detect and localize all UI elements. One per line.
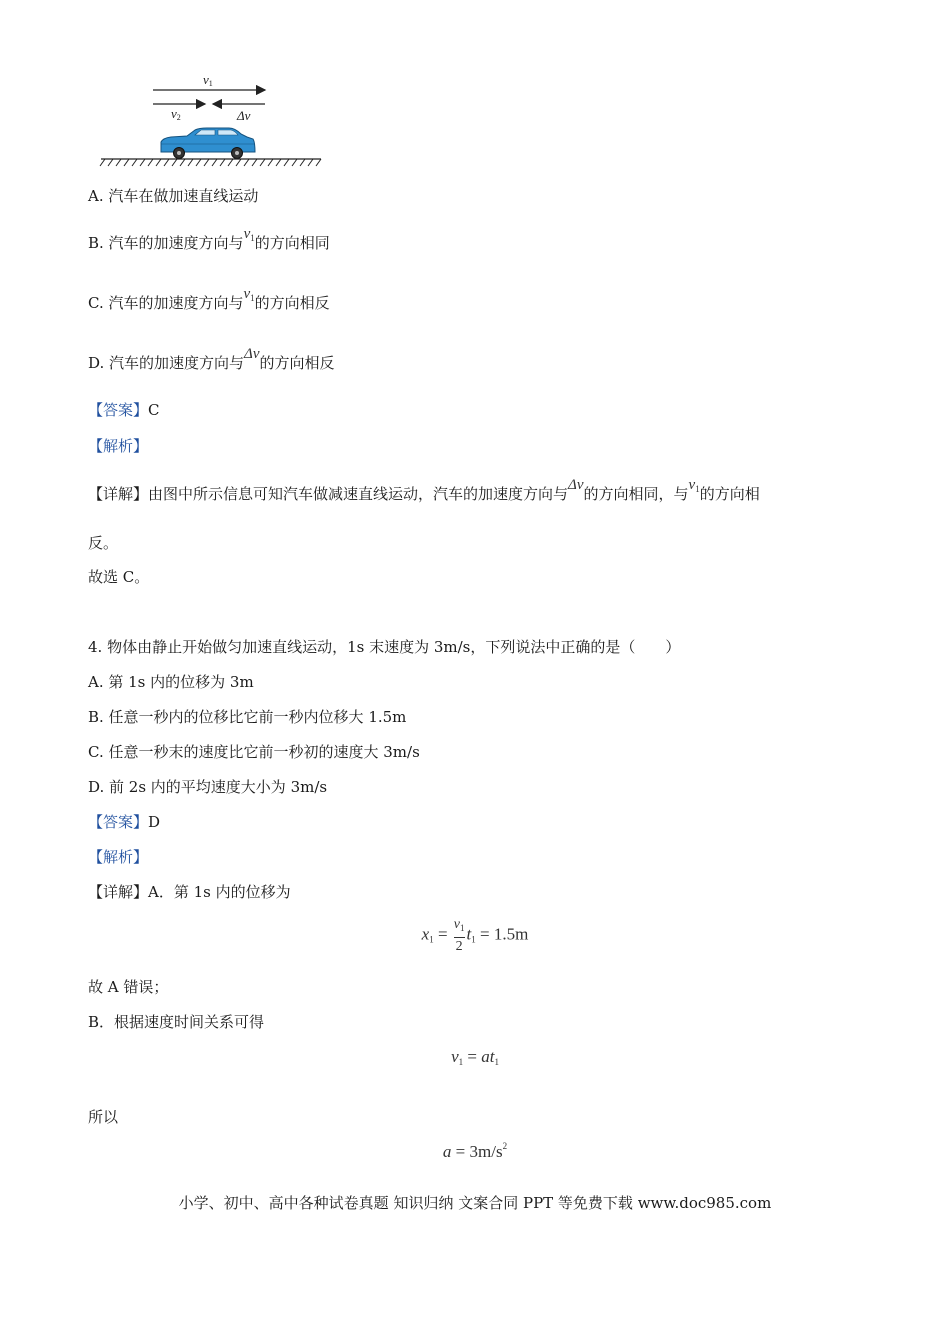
q3-option-c: C. 汽车的加速度方向与$v_1$的方向相反 — [88, 286, 330, 312]
v2-label: v2 — [171, 106, 181, 122]
q3-conclusion: 故选 C。 — [88, 568, 150, 586]
q4-detail-b: B．根据速度时间关系可得 — [88, 1013, 265, 1031]
q4-so: 所以 — [88, 1108, 119, 1126]
q4-a-wrong: 故 A 错误； — [88, 978, 169, 996]
q3-detail-cont: 反。 — [88, 534, 119, 552]
q4-detail-a: 【详解】A．第 1s 内的位移为 — [88, 883, 291, 901]
q4-analysis-tag: 【解析】 — [88, 848, 149, 866]
q4-stem: 4. 物体由静止开始做匀加速直线运动，1s 末速度为 3m/s，下列说法中正确的是（ ） — [88, 638, 681, 656]
equation-1: $x_1$ = $\frac{v_1}{2}$ $t_1 = 1.5m$ — [421, 917, 529, 954]
q4-option-a: A. 第 1s 内的位移为 3m — [88, 673, 254, 691]
ground — [100, 159, 321, 166]
q3-detail: 【详解】由图中所示信息可知汽车做减速直线运动，汽车的加速度方向与Δv的方向相同，与$v_1$的方向相 — [88, 477, 760, 503]
q3-answer: 【答案】C — [88, 401, 160, 419]
car-velocity-figure — [95, 68, 335, 168]
q3-option-b: B. 汽车的加速度方向与$v_1$的方向相同 — [88, 226, 330, 252]
q4-option-b: B. 任意一秒内的位移比它前一秒内位移大 1.5m — [88, 708, 407, 726]
q4-option-d: D. 前 2s 内的平均速度大小为 3m/s — [88, 778, 328, 796]
q3-analysis-tag: 【解析】 — [88, 437, 149, 455]
equation-2: $v_1 = at_1$ — [451, 1047, 499, 1067]
q3-option-a: A. 汽车在做加速直线运动 — [88, 187, 259, 205]
dv-label: Δv — [237, 108, 251, 123]
q3-option-d: D. 汽车的加速度方向与Δv的方向相反 — [88, 346, 335, 372]
q4-answer: 【答案】D — [88, 813, 161, 831]
q4-option-c: C. 任意一秒末的速度比它前一秒初的速度大 3m/s — [88, 743, 420, 761]
car-icon — [161, 128, 255, 159]
equation-3: $a = 3m/s^2$ — [442, 1141, 508, 1161]
page-footer: 小学、初中、高中各种试卷真题 知识归纳 文案合同 PPT 等免费下载 www.doc985.com — [178, 1194, 772, 1212]
v1-label: v1 — [203, 72, 213, 88]
